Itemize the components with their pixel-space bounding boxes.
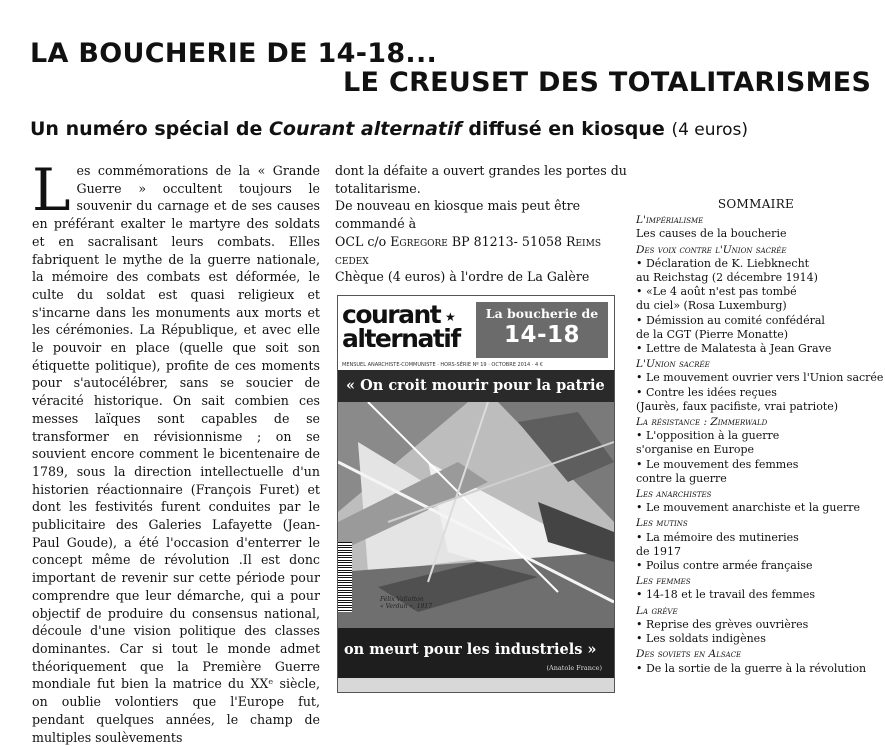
order-address: OCL c/o Egregore BP 81213- 51058 Reims cedex [335, 233, 601, 267]
toc-item: • Reprise des grèves ouvrières [636, 617, 809, 631]
cover-quote-top: « On croit mourir pour la patrie [338, 370, 614, 402]
toc-item: • Poilus contre armée française [636, 559, 813, 573]
toc-item: de 1917 [636, 544, 682, 558]
toc-section-heading: Les anarchistes [636, 488, 712, 501]
toc-item: • 14-18 et le travail des femmes [636, 588, 815, 602]
toc-section-heading: Les femmes [636, 575, 691, 588]
cover-quote-author: (Anatole France) [546, 664, 602, 672]
magazine-cover [337, 295, 615, 693]
cover-logo-bottom: alternatif [342, 324, 460, 353]
toc-section-heading: Des voix contre l'Union sacrée [636, 243, 787, 256]
toc-item: s'organise en Europe [636, 443, 755, 457]
cover-box-line1: La boucherie de [485, 306, 599, 321]
cover-logo-top: courant [342, 300, 441, 329]
magazine-name: Courant alternatif [268, 118, 462, 140]
toc-section-heading: Des soviets en Alsace [636, 648, 742, 661]
toc-item: • Le mouvement des femmes [636, 457, 799, 471]
article-column-2 [335, 162, 627, 286]
toc-item: du ciel» (Rosa Luxemburg) [636, 299, 787, 313]
subtitle-price: (4 euros) [671, 120, 749, 140]
order-info: De nouveau en kiosque mais peut être commandé à [335, 198, 581, 232]
toc-section-heading: La résistance : Zimmerwald [636, 416, 768, 429]
toc-item: • Lettre de Malatesta à Jean Grave [636, 342, 832, 356]
toc-item: • Contre les idées reçues [636, 385, 777, 399]
cover-credit: Félix Vallotton « Verdun », 1917 [380, 596, 433, 610]
order-cheque: Chèque (4 euros) à l'ordre de La Galère [335, 269, 590, 285]
toc-section-heading: L'Union sacrée [636, 358, 710, 371]
subtitle [30, 118, 748, 140]
toc-item: • L'opposition à la guerre [636, 429, 780, 443]
article-text-2: dont la défaite a ouvert grandes les portes du totalitarisme. [335, 163, 627, 196]
cover-masthead-band: MENSUEL ANARCHISTE-COMMUNISTE · HORS-SÉRIE Nº 19 · OCTOBRE 2014 · 4 € [338, 362, 614, 372]
article-column-1 [32, 156, 320, 746]
toc-section-heading: Les mutins [636, 517, 688, 530]
toc-item: • Déclaration de K. Liebknecht [636, 256, 810, 270]
cover-header [338, 296, 614, 366]
toc-item: • Le mouvement anarchiste et la guerre [636, 501, 861, 515]
toc-item: au Reichstag (2 décembre 1914) [636, 271, 818, 285]
toc-section-heading: La grève [636, 604, 678, 617]
headline-line1: LA BOUCHERIE DE 14-18... [30, 38, 438, 69]
subtitle-before: Un numéro spécial de [30, 118, 269, 140]
toc-item: • Le mouvement ouvrier vers l'Union sacrée [636, 371, 884, 385]
cover-illustration [338, 402, 614, 628]
cover-box-line2: 14-18 [503, 322, 581, 348]
subtitle-after: diffusé en kiosque [461, 118, 665, 140]
toc-title: SOMMAIRE [717, 197, 795, 211]
toc-sections [636, 213, 884, 676]
toc-item: • Démission au comité confédéral [636, 313, 825, 327]
article-text-1: es commémorations de la « Grande Guerre » occultent toujours le souvenir du carnage et de ses causes en préférant exalter le martyre des soldats et en sacralisant leurs combats. Elles fabriquent le mythe de la guerre nationale, la mémoire des combats est déformée, le culte du soldat est quasi religieux et s'incarne dans les monuments aux morts et les cérémonies. La République, et avec elle le pouvoir en place (quelle que soit son étiquette politique), profite de ces moments pour s'autocélébrer, sans se soucier de véracité historique. On sait combien ces messes laïques sont capables de se transformer en révisionnisme ; on se souvient encore comment le bicentenaire de 1789, sous la direction intellectuelle d'un historien réactionnaire (François Furet) et dont les festivités furent conduites par le publicitaire des Galeries Lafayette (Jean-Paul Goude), a été l'occasion d'enterrer le concept même de révolution .Il est donc important de revenir sur cette période pour comprendre que leur démarche, qui a pour objectif de produire du consensus national, découle d'une vision politique des classes dominantes. Car si tout le monde admet théoriquement que la Première Guerre mondiale fut bien la matrice du XXᵉ siècle, on oublie volontiers que l'Europe fut, pendant quelques années, le champ de multiples soulèvements [32, 163, 320, 745]
toc-item: (Jaurès, faux pacifiste, vrai patriote) [636, 399, 839, 413]
toc-item: Les causes de la boucherie [636, 227, 787, 241]
cover-title-box [476, 302, 608, 358]
toc-item: • Les soldats indigènes [636, 632, 766, 646]
toc-item: de la CGT (Pierre Monatte) [636, 327, 789, 341]
star-icon: ★ [445, 310, 456, 324]
table-of-contents [636, 197, 884, 676]
cover-quote-bottom: on meurt pour les industriels » [338, 628, 614, 678]
toc-item: • La mémoire des mutineries [636, 530, 799, 544]
toc-item: contre la guerre [636, 471, 727, 485]
drop-cap: L [32, 156, 71, 224]
toc-section-heading: L'impérialisme [636, 214, 704, 227]
barcode [338, 542, 352, 612]
headline-line2: LE CREUSET DES TOTALITARISMES [343, 67, 872, 98]
toc-item: • De la sortie de la guerre à la révolution [636, 661, 867, 675]
toc-item: • «Le 4 août n'est pas tombé [636, 285, 797, 299]
